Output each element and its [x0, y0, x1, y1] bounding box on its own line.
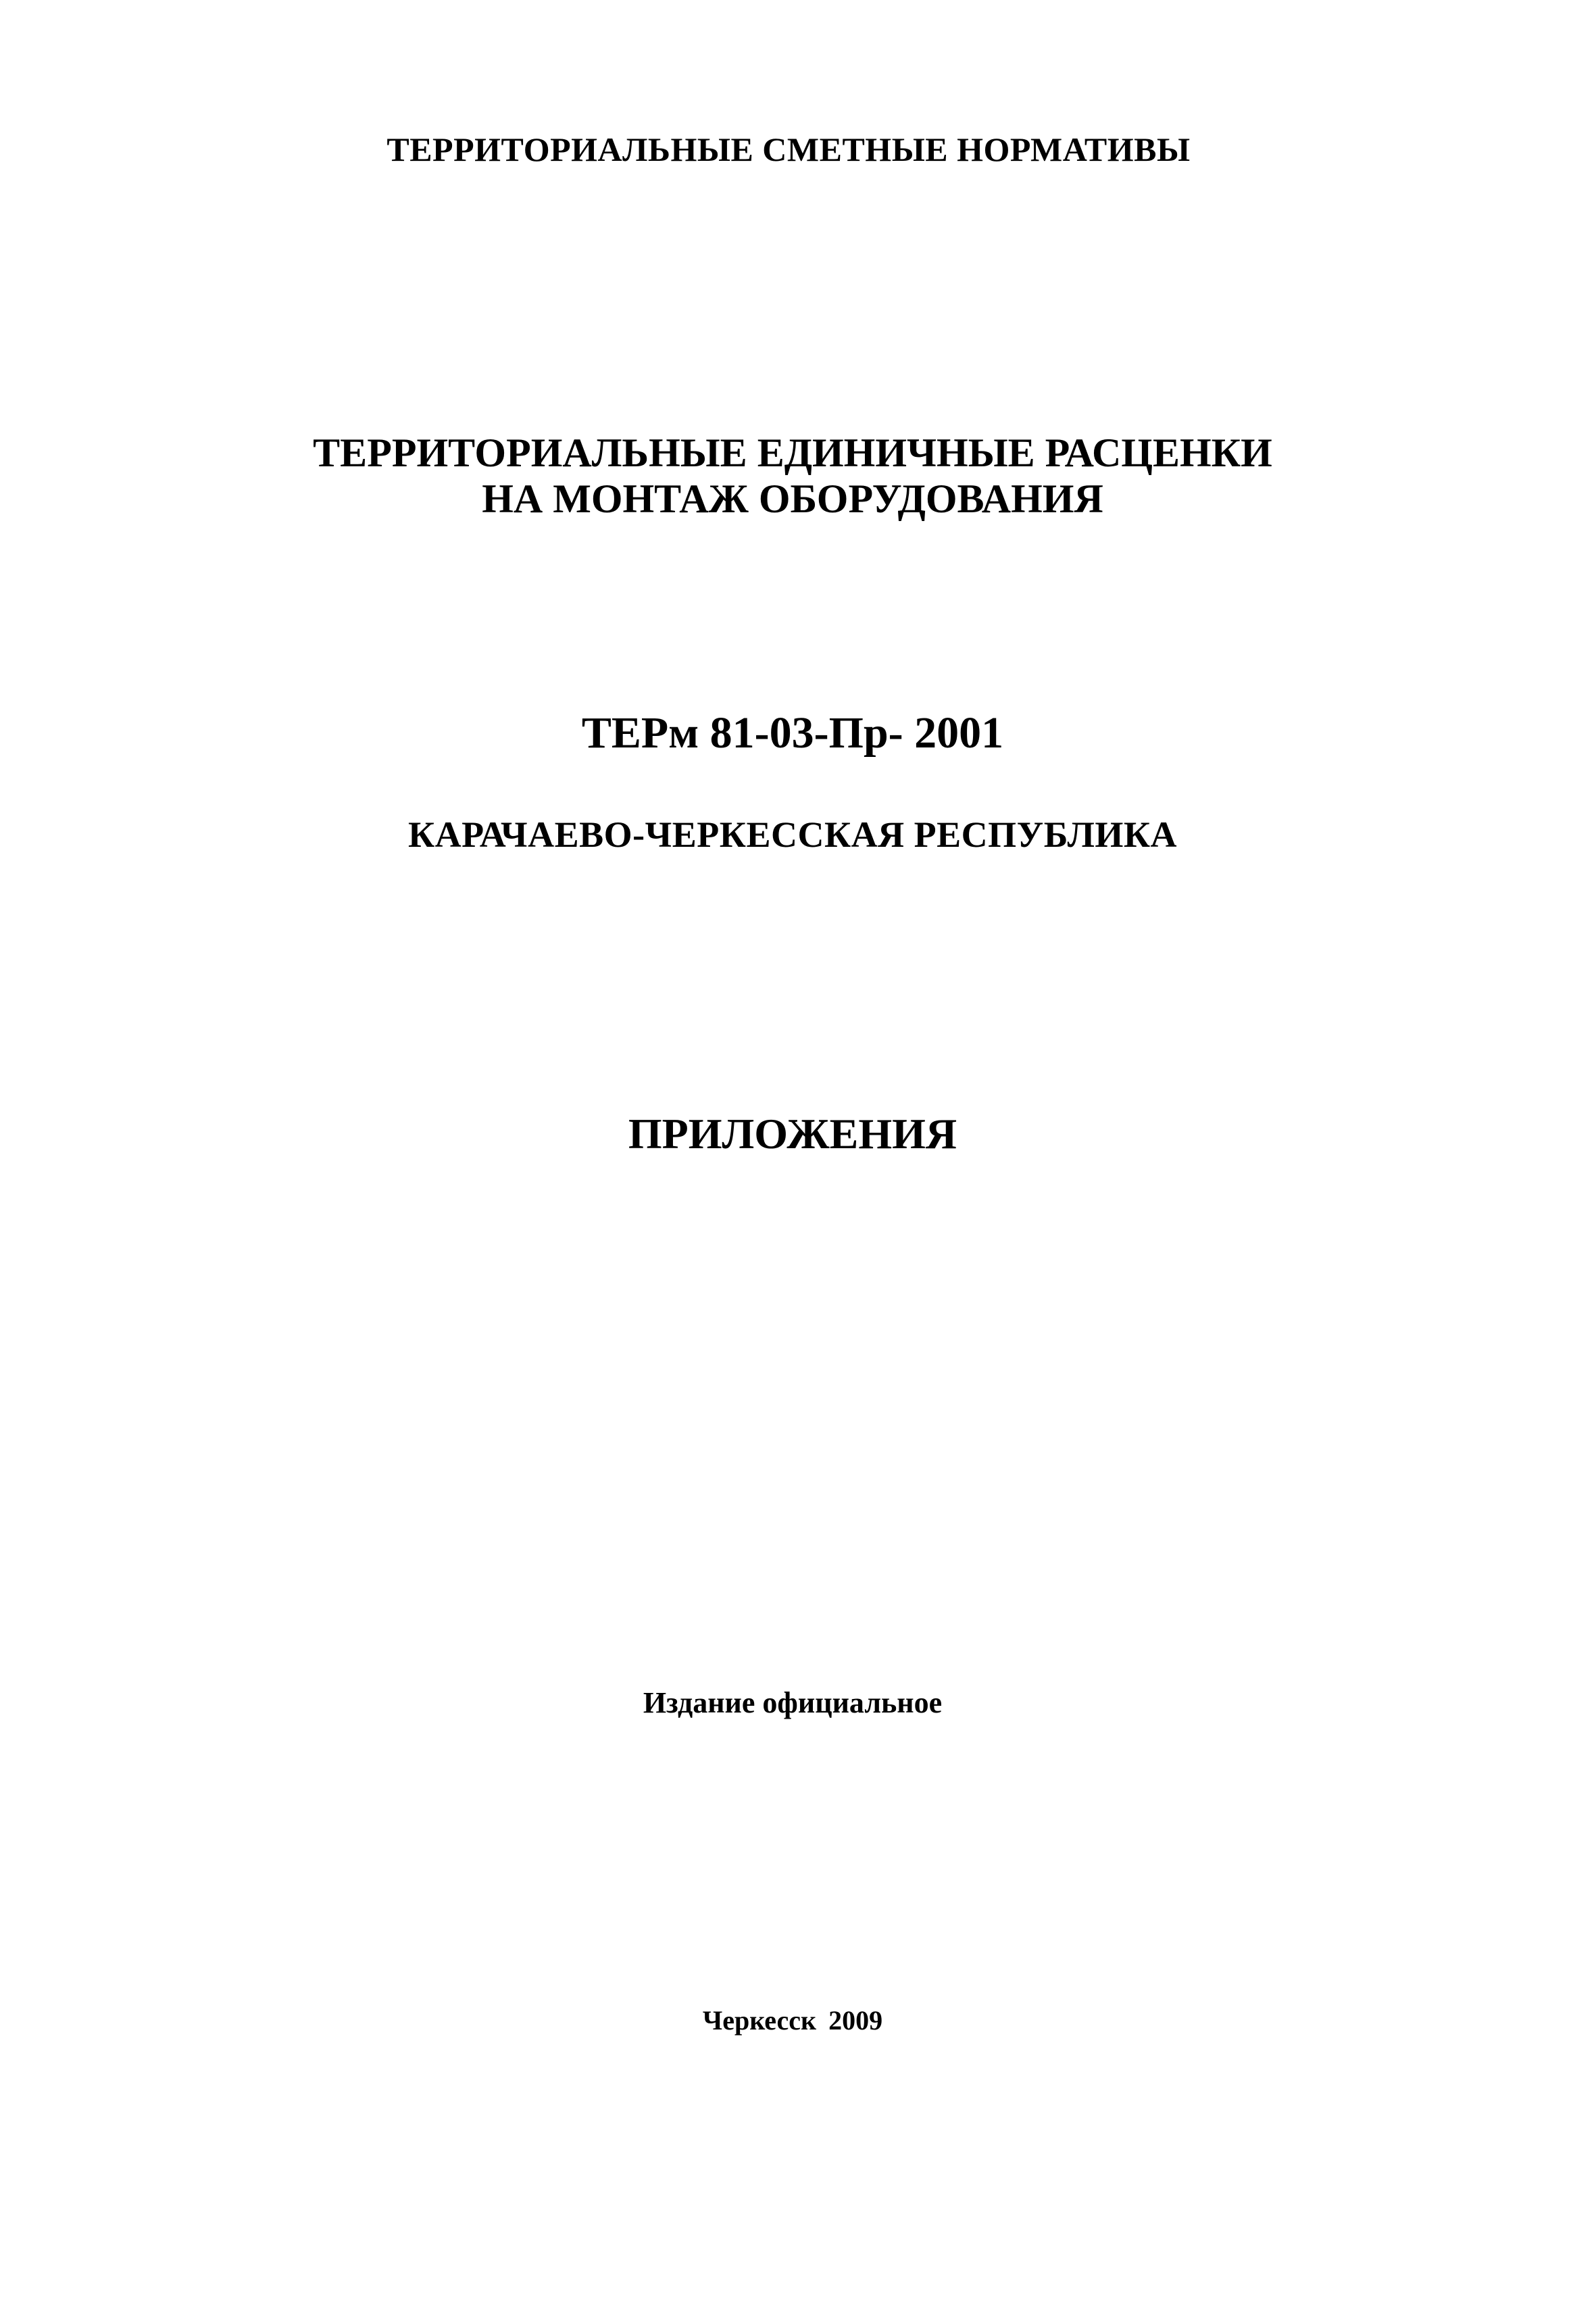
imprint [0, 2007, 1591, 2034]
document-title [0, 430, 1591, 522]
title-line-1: ТЕРРИТОРИАЛЬНЫЕ ЕДИНИЧНЫЕ РАСЦЕНКИ [313, 430, 1272, 475]
document-code: ТЕРм 81-03-Пр- 2001 [581, 708, 1004, 758]
section-title: ПРИЛОЖЕНИЯ [628, 1110, 957, 1158]
imprint-year: 2009 [828, 2005, 883, 2036]
title-line-2: НА МОНТАЖ ОБОРУДОВАНИЯ [482, 476, 1103, 521]
region-name: КАРАЧАЕВО-ЧЕРКЕССКАЯ РЕСПУБЛИКА [407, 814, 1177, 855]
imprint-city: Черкесск [702, 2005, 817, 2036]
series-header: ТЕРРИТОРИАЛЬНЫЕ СМЕТНЫЕ НОРМАТИВЫ [386, 130, 1191, 168]
edition-note: Издание официальное [643, 1686, 943, 1719]
